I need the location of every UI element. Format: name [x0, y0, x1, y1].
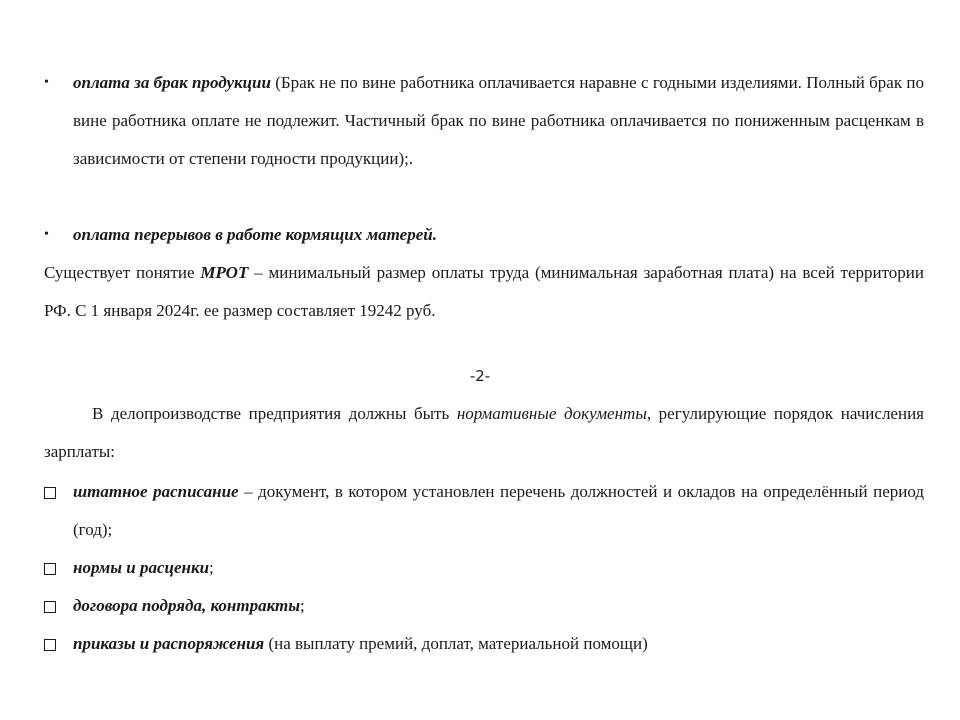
- list-item-text: [73, 625, 924, 663]
- item-term: приказы и распоряжения: [73, 634, 265, 653]
- checkbox-bullet-icon: [44, 625, 64, 665]
- list-item-staff-schedule: [44, 473, 924, 549]
- bullet-dot: •: [44, 75, 49, 90]
- intro-pre: В делопроизводстве предприятия должны быть: [92, 404, 457, 423]
- list-item-norms: [44, 549, 924, 587]
- item-description: (на выплату премий, доплат, материальной помощи): [264, 634, 648, 653]
- item-term: оплата перерывов в работе кормящих матерей.: [73, 225, 437, 244]
- item-description: – документ, в котором установлен перечень должностей и окладов на определённый период (год);: [73, 482, 925, 539]
- mrot-paragraph: [44, 254, 924, 330]
- item-description: ;: [300, 596, 305, 615]
- mrot-term: МРОТ: [200, 263, 249, 282]
- intro-term: нормативные документы: [456, 404, 647, 423]
- intro-post: , регулирующие порядок начисления зарплаты:: [44, 404, 924, 461]
- list-item-text: [73, 587, 924, 625]
- item-term: штатное расписание: [73, 482, 239, 501]
- list-item-text: [73, 473, 924, 549]
- list-item-nursing-breaks: [44, 216, 924, 254]
- intro-paragraph: [44, 395, 924, 471]
- list-item-contracts: [44, 587, 924, 625]
- list-item-text: [73, 549, 924, 587]
- checkbox-bullet-icon: [44, 549, 64, 589]
- page-number: -2-: [469, 367, 491, 385]
- item-term: нормы и расценки: [73, 558, 210, 577]
- item-description: ;: [209, 558, 214, 577]
- list-item-defect-pay: [44, 64, 924, 178]
- bullet-dot: •: [44, 227, 49, 242]
- checkbox-bullet-icon: [44, 473, 64, 513]
- mrot-pre: Существует понятие: [44, 263, 201, 282]
- list-item-text: [73, 216, 924, 254]
- item-term: оплата за брак продукции: [73, 73, 271, 92]
- list-item-orders: [44, 625, 924, 663]
- mrot-post: – минимальный размер оплаты труда (минимальная заработная плата) на всей территории РФ. С 1 января 2024г. ее размер составляет 19242 руб.: [44, 263, 924, 320]
- item-term: договора подряда, контракты: [73, 596, 301, 615]
- list-item-text: [73, 64, 924, 178]
- item-description: (Брак не по вине работника оплачивается наравне с годными изделиями. Полный брак по вине работника оплате не подлежит. Частичный брак по вине работника оплачивается по пониженным расценкам в зависимости от степени годности продукции);.: [73, 73, 924, 168]
- checkbox-bullet-icon: [44, 587, 64, 627]
